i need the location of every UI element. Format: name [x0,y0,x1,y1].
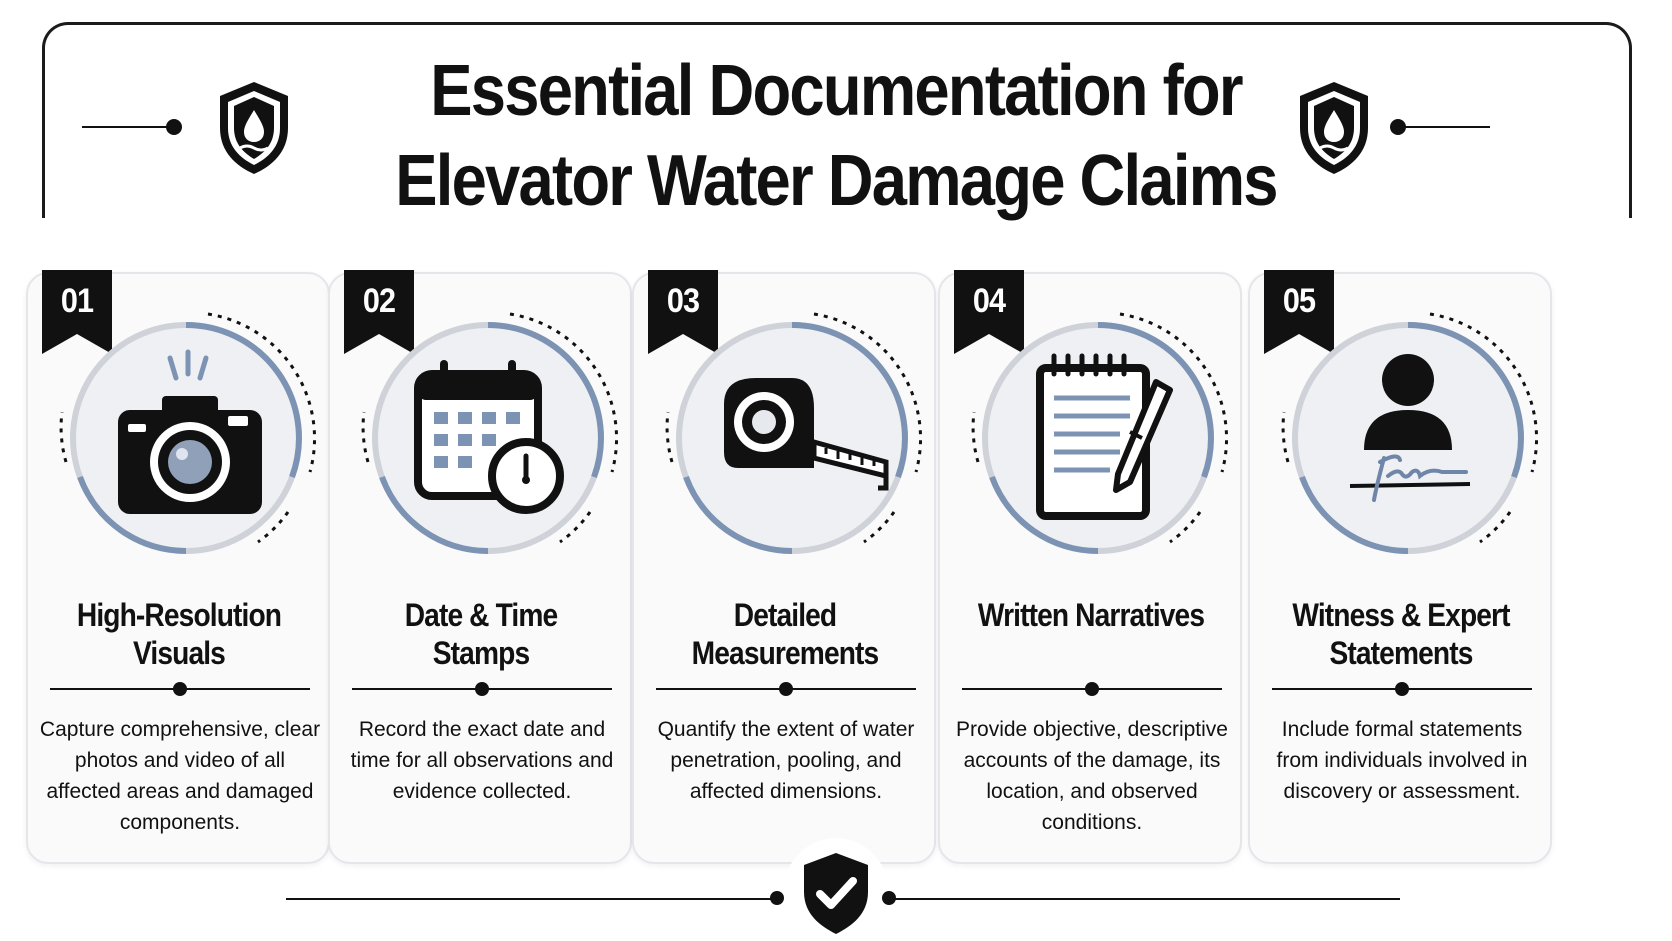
person-signature-icon [1280,312,1550,582]
card-separator-dot [173,682,187,696]
header-left-rule [82,126,174,128]
page-title: Essential Documentation for Elevator Water Damage Claims [395,51,1277,221]
step-number: 01 [60,282,94,320]
camera-icon [58,312,328,582]
card-separator-dot [1085,682,1099,696]
step-number: 02 [362,282,396,320]
step-number: 03 [666,282,700,320]
water-drop-shield-icon [214,78,294,178]
card-title: Witness & Expert Statements [1292,597,1510,671]
header-right-rule [1400,126,1490,128]
step-card-2 [328,272,632,864]
card-separator-dot [1395,682,1409,696]
header-left-dot [166,119,182,135]
card-description: Include formal statements from individuals involved in discovery or assessment. [1276,718,1528,803]
card-title: Date & Time Stamps [404,597,558,671]
card-description: Provide objective, descriptive accounts of the damage, its location, and observed conditions. [956,718,1228,834]
card-description: Record the exact date and time for all observations and evidence collected. [350,718,614,803]
calendar-clock-icon [360,312,630,582]
card-title: Detailed Measurements [691,597,879,671]
card-title: Written Narratives [977,597,1205,633]
card-separator-dot [475,682,489,696]
step-number: 05 [1282,282,1316,320]
step-card-3 [632,272,936,864]
step-card-5 [1248,272,1552,864]
card-title: High-Resolution Visuals [76,597,282,671]
card-description: Quantify the extent of water penetration, pooling, and affected dimensions. [657,718,915,803]
footer-left-dot [770,891,784,905]
footer-left-rule [286,898,776,900]
check-shield-icon [800,850,872,936]
card-description: Capture comprehensive, clear photos and video of all affected areas and damaged components. [39,718,321,834]
step-card-4 [938,272,1242,864]
notepad-pen-icon [970,312,1240,582]
tape-measure-icon [664,312,934,582]
step-card-1 [26,272,330,864]
water-drop-shield-icon [1294,78,1374,178]
step-number: 04 [972,282,1006,320]
footer-right-rule [890,898,1400,900]
card-separator-dot [779,682,793,696]
